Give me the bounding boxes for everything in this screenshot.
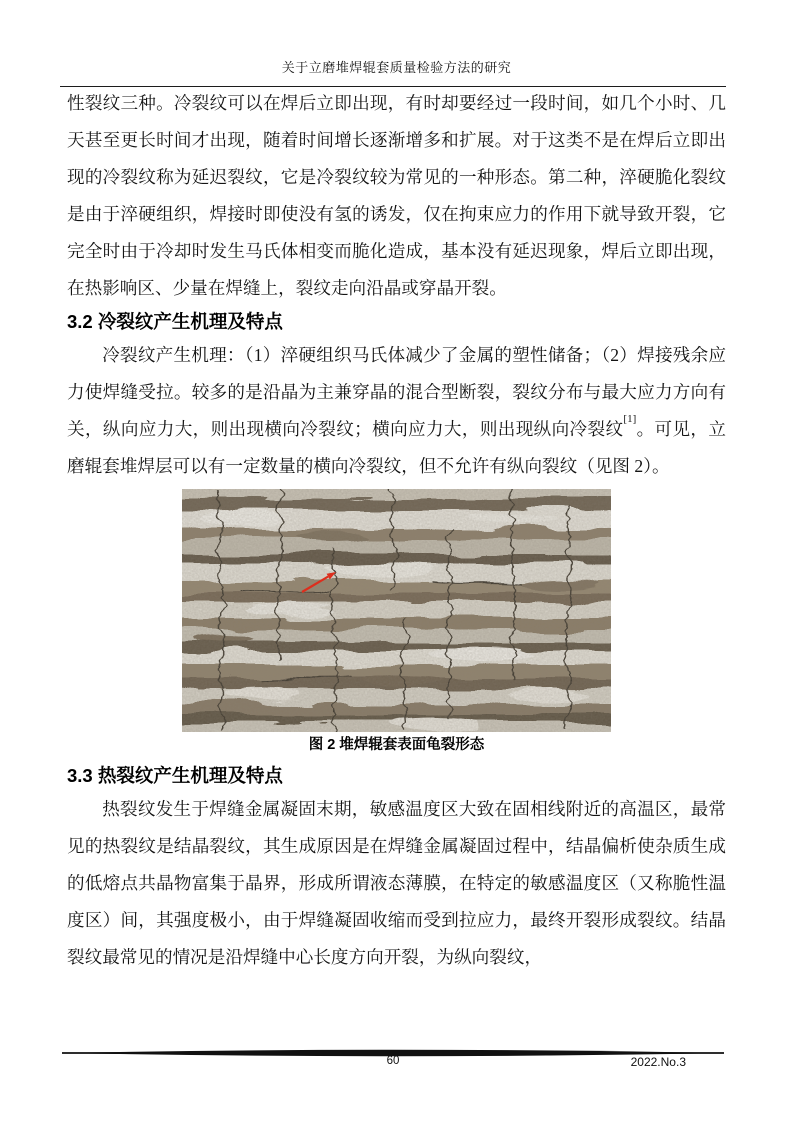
- page-body: [67, 85, 726, 976]
- paragraph-2-text: 冷裂纹产生机理：（1）淬硬组织马氏体减少了金属的塑性储备；（2）焊接残余应力使焊缝受拉。较多的是沿晶为主兼穿晶的混合型断裂，裂纹分布与最大应力方向有关，纵向应力大，则出现横向冷裂纹；横向应力大，则出现纵向冷裂纹: [67, 345, 726, 439]
- figure-photo: [182, 489, 611, 732]
- issue-label: 2022.No.3: [630, 1055, 686, 1069]
- page-number: 60: [386, 1055, 400, 1067]
- running-title: 关于立磨堆焊辊套质量检验方法的研究: [281, 60, 512, 75]
- footer-rule: [60, 1045, 726, 1055]
- figure-2: [67, 489, 726, 758]
- paragraph-3: 热裂纹发生于焊缝金属凝固末期，敏感温度区大致在固相线附近的高温区，最常见的热裂纹是结晶裂纹，其生成原因是在焊缝金属凝固过程中，结晶偏析使杂质生成的低熔点共晶物富集于晶界，形成所谓液态薄膜，在特定的敏感温度区（又称脆性温度区）间，其强度极小，由于焊缝凝固收缩而受到拉应力，最终开裂形成裂纹。结晶裂纹最常见的情况是沿焊缝中心长度方向开裂，为纵向裂纹，: [67, 799, 726, 967]
- section-heading-3-3: 3.3 热裂纹产生机理及特点: [67, 765, 283, 786]
- paragraph-2: [67, 337, 726, 485]
- citation-ref-1: [1]: [623, 413, 637, 426]
- paragraph-1: 性裂纹三种。冷裂纹可以在焊后立即出现，有时却要经过一段时间，如几个小时、几天甚至更长时间才出现，随着时间增长逐渐增多和扩展。对于这类不是在焊后立即出现的冷裂纹称为延迟裂纹，它是冷裂纹较为常见的一种形态。第二种，淬硬脆化裂纹是由于淬硬组织，焊接时即使没有氢的诱发，仅在拘束应力的作用下就导致开裂，它完全时由于冷却时发生马氏体相变而脆化造成，基本没有延迟现象，焊后立即出现，在热影响区、少量在焊缝上，裂纹走向沿晶或穿晶开裂。: [67, 93, 726, 298]
- figure-caption: 图 2 堆焊辊套表面龟裂形态: [308, 737, 485, 753]
- paragraph-2-text-after-ref: 。可见，立磨辊套堆焊层可以有一定数量的横向冷裂纹，但不允许有纵向裂纹（见图 2）。: [67, 419, 726, 476]
- section-heading-3-2: 3.2 冷裂纹产生机理及特点: [67, 311, 283, 332]
